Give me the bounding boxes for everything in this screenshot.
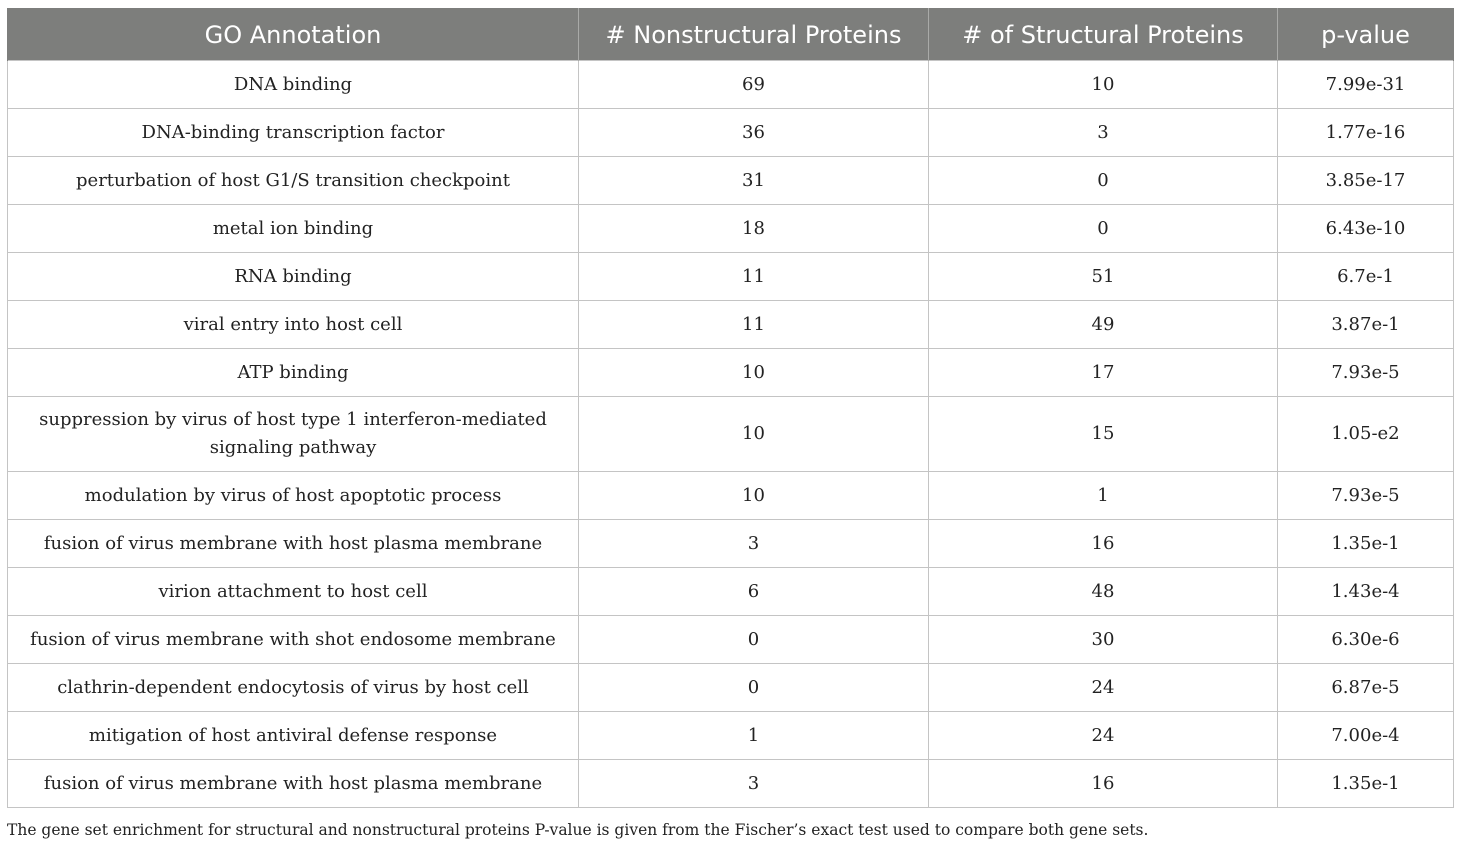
cell-structural-count: 1 [929,472,1278,520]
table-row [8,253,1454,301]
table-row [8,616,1454,664]
cell-structural-count: 51 [929,253,1278,301]
table-row [8,520,1454,568]
cell-structural-count: 15 [929,397,1278,472]
table-header-row [8,9,1454,61]
cell-go-annotation: clathrin-dependent endocytosis of virus by host cell [8,664,579,712]
cell-nonstructural-count: 3 [579,760,929,808]
cell-p-value: 6.43e-10 [1278,205,1454,253]
cell-structural-count: 10 [929,61,1278,109]
cell-go-annotation: fusion of virus membrane with shot endosome membrane [8,616,579,664]
cell-nonstructural-count: 10 [579,472,929,520]
table-row [8,157,1454,205]
cell-p-value: 1.35e-1 [1278,760,1454,808]
cell-p-value: 1.35e-1 [1278,520,1454,568]
cell-p-value: 1.77e-16 [1278,109,1454,157]
cell-p-value: 3.87e-1 [1278,301,1454,349]
cell-structural-count: 24 [929,664,1278,712]
cell-nonstructural-count: 18 [579,205,929,253]
header-p-value: p-value [1278,9,1454,61]
header-nonstructural-proteins: # Nonstructural Proteins [579,9,929,61]
cell-go-annotation: suppression by virus of host type 1 interferon-mediated signaling pathway [8,397,579,472]
table-row [8,397,1454,472]
table-row [8,205,1454,253]
cell-go-annotation: perturbation of host G1/S transition checkpoint [8,157,579,205]
cell-go-annotation: DNA binding [8,61,579,109]
table-row [8,568,1454,616]
table-row [8,712,1454,760]
cell-structural-count: 49 [929,301,1278,349]
header-go-annotation: GO Annotation [8,9,579,61]
table-row [8,301,1454,349]
table-row [8,109,1454,157]
cell-nonstructural-count: 11 [579,253,929,301]
cell-structural-count: 0 [929,205,1278,253]
cell-nonstructural-count: 6 [579,568,929,616]
go-annotation-table-container [7,8,1453,808]
cell-nonstructural-count: 31 [579,157,929,205]
cell-go-annotation: DNA-binding transcription factor [8,109,579,157]
table-row [8,61,1454,109]
cell-p-value: 1.05-e2 [1278,397,1454,472]
table-row [8,760,1454,808]
cell-p-value: 7.00e-4 [1278,712,1454,760]
table-caption: The gene set enrichment for structural and nonstructural proteins P-value is given from the Fischer’s exact test used to compare both gene sets. [7,821,1149,839]
cell-p-value: 7.93e-5 [1278,472,1454,520]
cell-p-value: 6.30e-6 [1278,616,1454,664]
cell-structural-count: 16 [929,520,1278,568]
cell-structural-count: 24 [929,712,1278,760]
cell-p-value: 6.87e-5 [1278,664,1454,712]
table-row [8,349,1454,397]
cell-go-annotation: ATP binding [8,349,579,397]
cell-structural-count: 3 [929,109,1278,157]
cell-go-annotation: mitigation of host antiviral defense response [8,712,579,760]
cell-nonstructural-count: 10 [579,397,929,472]
cell-structural-count: 0 [929,157,1278,205]
cell-go-annotation: RNA binding [8,253,579,301]
header-structural-proteins: # of Structural Proteins [929,9,1278,61]
cell-structural-count: 17 [929,349,1278,397]
cell-structural-count: 16 [929,760,1278,808]
cell-p-value: 7.93e-5 [1278,349,1454,397]
table-row [8,664,1454,712]
cell-nonstructural-count: 69 [579,61,929,109]
cell-nonstructural-count: 1 [579,712,929,760]
table-row [8,472,1454,520]
cell-go-annotation: viral entry into host cell [8,301,579,349]
cell-p-value: 7.99e-31 [1278,61,1454,109]
cell-go-annotation: virion attachment to host cell [8,568,579,616]
cell-structural-count: 30 [929,616,1278,664]
cell-go-annotation: metal ion binding [8,205,579,253]
cell-nonstructural-count: 0 [579,664,929,712]
cell-nonstructural-count: 11 [579,301,929,349]
cell-nonstructural-count: 3 [579,520,929,568]
cell-p-value: 6.7e-1 [1278,253,1454,301]
cell-nonstructural-count: 10 [579,349,929,397]
cell-go-annotation: fusion of virus membrane with host plasma membrane [8,520,579,568]
cell-go-annotation: modulation by virus of host apoptotic process [8,472,579,520]
cell-structural-count: 48 [929,568,1278,616]
cell-p-value: 3.85e-17 [1278,157,1454,205]
cell-go-annotation: fusion of virus membrane with host plasma membrane [8,760,579,808]
cell-nonstructural-count: 36 [579,109,929,157]
cell-p-value: 1.43e-4 [1278,568,1454,616]
cell-nonstructural-count: 0 [579,616,929,664]
go-annotation-table [7,8,1454,808]
